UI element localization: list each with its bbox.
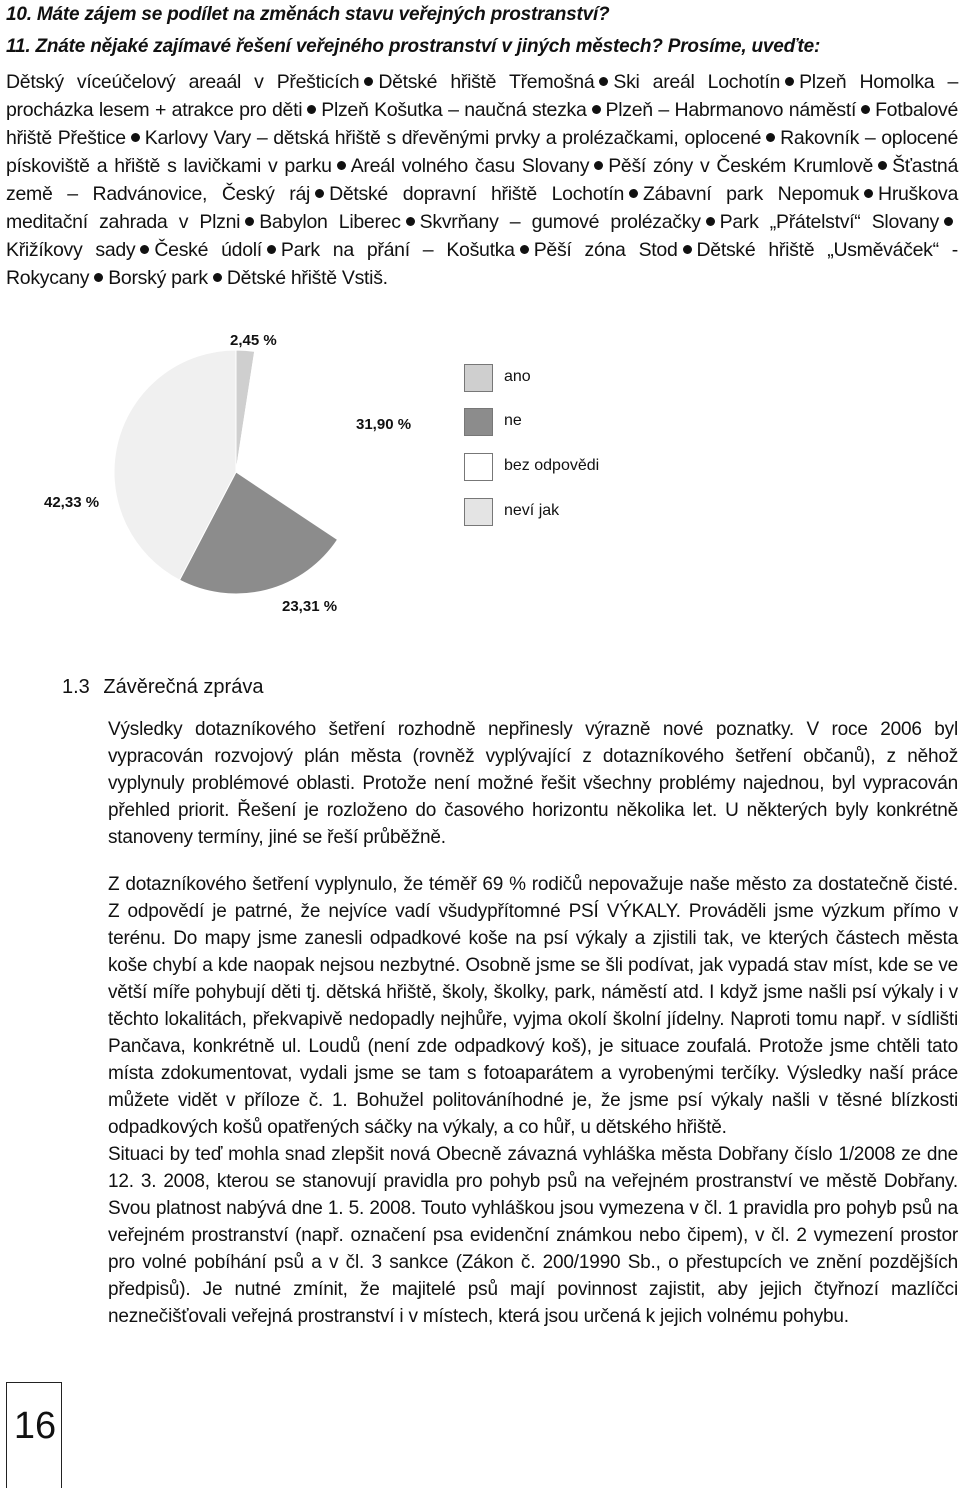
bullet-icon — [599, 77, 608, 86]
legend-swatch — [464, 364, 493, 392]
place-item: Rakovník – oplocené pískoviště a hřiště s lavičkami v parku — [6, 127, 959, 177]
place-item: Dětské hřiště „Usměváček“ - Rokycany — [6, 239, 958, 289]
place-item: Hruškova meditační zahrada v Plzni — [6, 183, 958, 233]
bullet-icon — [878, 161, 887, 170]
place-item: Zábavní park Nepomuk — [643, 183, 860, 205]
bullet-icon — [337, 161, 346, 170]
place-item: Park „Přátelství“ Slovany — [719, 211, 939, 233]
legend-label: bez odpovědi — [504, 457, 600, 474]
paragraph-regulation-text: Situaci by teď mohla snad zlepšit nová Obecně závazná vyhláška města Dobřany číslo 1/2008 ze dne 12. 3. 2008, kterou se stanovují pravidla pro pohyb psů na veřejném prostranství ve městě Dobřany. Svou platnost nabývá dne 1. 5. 2008. Touto vyhláškou jsou vymezena v čl. 1 pravidla pro pohyb psů na veřejném prostranství (např. označení psa evidenční známkou nebo čipem), v čl. 2 vymezení prostor pro volné pobíhání psů a v čl. 3 sankce (Zákon č. 200/1990 Sb., o přestupcích ve znění pozdějších předpisů). Je nutné zmínit, že majitelé psů mají povinnost zajistit, aby jejich čtyřnozí mazlíčci neznečišťovali veřejná prostranství i v místech, která jsou určená k jejich volnému pohybu. — [108, 1144, 958, 1327]
bullet-icon — [213, 273, 222, 282]
slice-value-label: 31,90 % — [356, 416, 412, 433]
place-item: Šťastná země – Radvánovice, Český ráj — [6, 155, 958, 205]
place-item: Karlovy Vary – dětská hřiště s dřevěnými prvky a prolézačkami, oplocené — [144, 127, 762, 149]
place-item: Ski areál Lochotín — [613, 71, 781, 93]
bullet-icon — [307, 105, 316, 114]
places-list — [6, 68, 958, 292]
place-item: Plzeň Košutka – naučná stezka — [321, 99, 587, 121]
legend-label: ano — [504, 368, 531, 385]
bullet-icon — [594, 161, 603, 170]
place-item: Skvrňany – gumové prolézačky — [419, 211, 701, 233]
section-heading — [62, 676, 263, 699]
bullet-icon — [406, 217, 415, 226]
slice-value-label: 23,31 % — [282, 598, 338, 615]
legend-label: ne — [504, 412, 522, 429]
bullet-icon — [944, 217, 953, 226]
bullet-icon — [683, 245, 692, 254]
place-item: Plzeň Homolka – procházka lesem + atrakce pro děti — [6, 71, 958, 121]
bullet-icon — [267, 245, 276, 254]
question-10: 10. Máte zájem se podílet na změnách stavu veřejných prostranství? — [6, 4, 610, 25]
place-item: Park na přání – Košutka — [280, 239, 515, 261]
bullet-icon — [785, 77, 794, 86]
bullet-icon — [364, 77, 373, 86]
place-item: Dětské hřiště Vstiš. — [226, 267, 388, 289]
place-item: Areál volného času Slovany — [350, 155, 590, 177]
legend-swatch — [464, 453, 493, 481]
bullet-icon — [629, 189, 638, 198]
bullet-icon — [766, 133, 775, 142]
legend-swatch — [464, 498, 493, 526]
page-number-box — [6, 1382, 62, 1488]
place-item: Dětské hřiště Třemošná — [378, 71, 595, 93]
legend-label: neví jak — [504, 502, 560, 519]
pie-chart — [0, 320, 960, 640]
bullet-icon — [706, 217, 715, 226]
bullet-icon — [520, 245, 529, 254]
section-number: 1.3 — [62, 676, 90, 698]
legend-swatch — [464, 408, 493, 436]
paragraph-findings-text: Z dotazníkového šetření vyplynulo, že téměř 69 % rodičů nepovažuje naše město za dostatečně čisté. Z odpovědí je patrné, že nejvíce vadí všudypřítomné PSÍ VÝKALY. Prováděli jsme výzkum přímo v terénu. Do mapy jsme zanesli odpadkové koše na psí výkaly a zjistili tak, ve kterých částech města koše chybí a kde naopak nejsou nezbytné. Osobně jsme se šli podívat, jak vypadá stav míst, kde se ve větší míře pohybují děti tj. dětská hřiště, školy, školky, park, náměstí atd. I když jsme našli psí výkaly i v těchto lokalitách, překvapivě nedopadly nejhůře, vyjma okolí školní jídelny. Naproti tomu např. v sídlišti Pančava, konkrétně ul. Loudů (není zde odpadkový koš), je situace zoufalá. Protože jsme chtěli tato místa zdokumentovat, vydali jsme se tam s fotoaparátem a vyrobenými terčíky. Výsledky naší práce můžete vidět v příloze č. 1. Bohužel politováníhodné je, že jsme psí výkaly našli v těsné blízkosti odpadkových košů opatřených sáčky na výkaly, a co hůř, u dětského hřiště. — [108, 874, 958, 1138]
bullet-icon — [315, 189, 324, 198]
bullet-icon — [245, 217, 254, 226]
place-item: Křižíkovy sady — [6, 239, 136, 261]
bullet-icon — [140, 245, 149, 254]
place-item: Pěší zóny v Českém Krumlově — [608, 155, 874, 177]
place-item: Borský park — [108, 267, 208, 289]
place-item: Babylon Liberec — [259, 211, 401, 233]
slice-value-label: 2,45 % — [230, 332, 277, 349]
bullet-icon — [861, 105, 870, 114]
bullet-icon — [94, 273, 103, 282]
section-title: Závěrečná zpráva — [103, 676, 264, 698]
place-item: Fotbalové hřiště Přeštice — [6, 99, 958, 149]
page-number: 16 — [13, 1405, 57, 1447]
paragraph-results: Výsledky dotazníkového šetření rozhodně nepřinesly výrazně nové poznatky. V roce 2006 byl vypracován rozvojový plán města (rovněž vyplývající z dotazníkového šetření občanů), z něhož vyplynuly problémové oblasti. Protože není možné řešit všechny problémy najednou, byl vypracován přehled priorit. Řešení je rozloženo do časového horizontu několika let. U některých byly konkrétně stanoveny termíny, jiné se řeší průběžně. — [108, 719, 958, 848]
bullet-icon — [592, 105, 601, 114]
place-item: Plzeň – Habrmanovo náměstí — [605, 99, 857, 121]
bullet-icon — [131, 133, 140, 142]
place-item: Dětské dopravní hřiště Lochotín — [329, 183, 625, 205]
place-item: České údolí — [154, 239, 262, 261]
place-item: Dětský víceúčelový areaál v Přešticích — [6, 71, 360, 93]
slice-value-label: 42,33 % — [44, 494, 100, 511]
bullet-icon — [864, 189, 873, 198]
question-11: 11. Znáte nějaké zajímavé řešení veřejného prostranství v jiných městech? Prosíme, uveďte: — [6, 36, 821, 57]
place-item: Pěší zóna Stod — [533, 239, 678, 261]
paragraph-findings — [108, 871, 958, 1330]
